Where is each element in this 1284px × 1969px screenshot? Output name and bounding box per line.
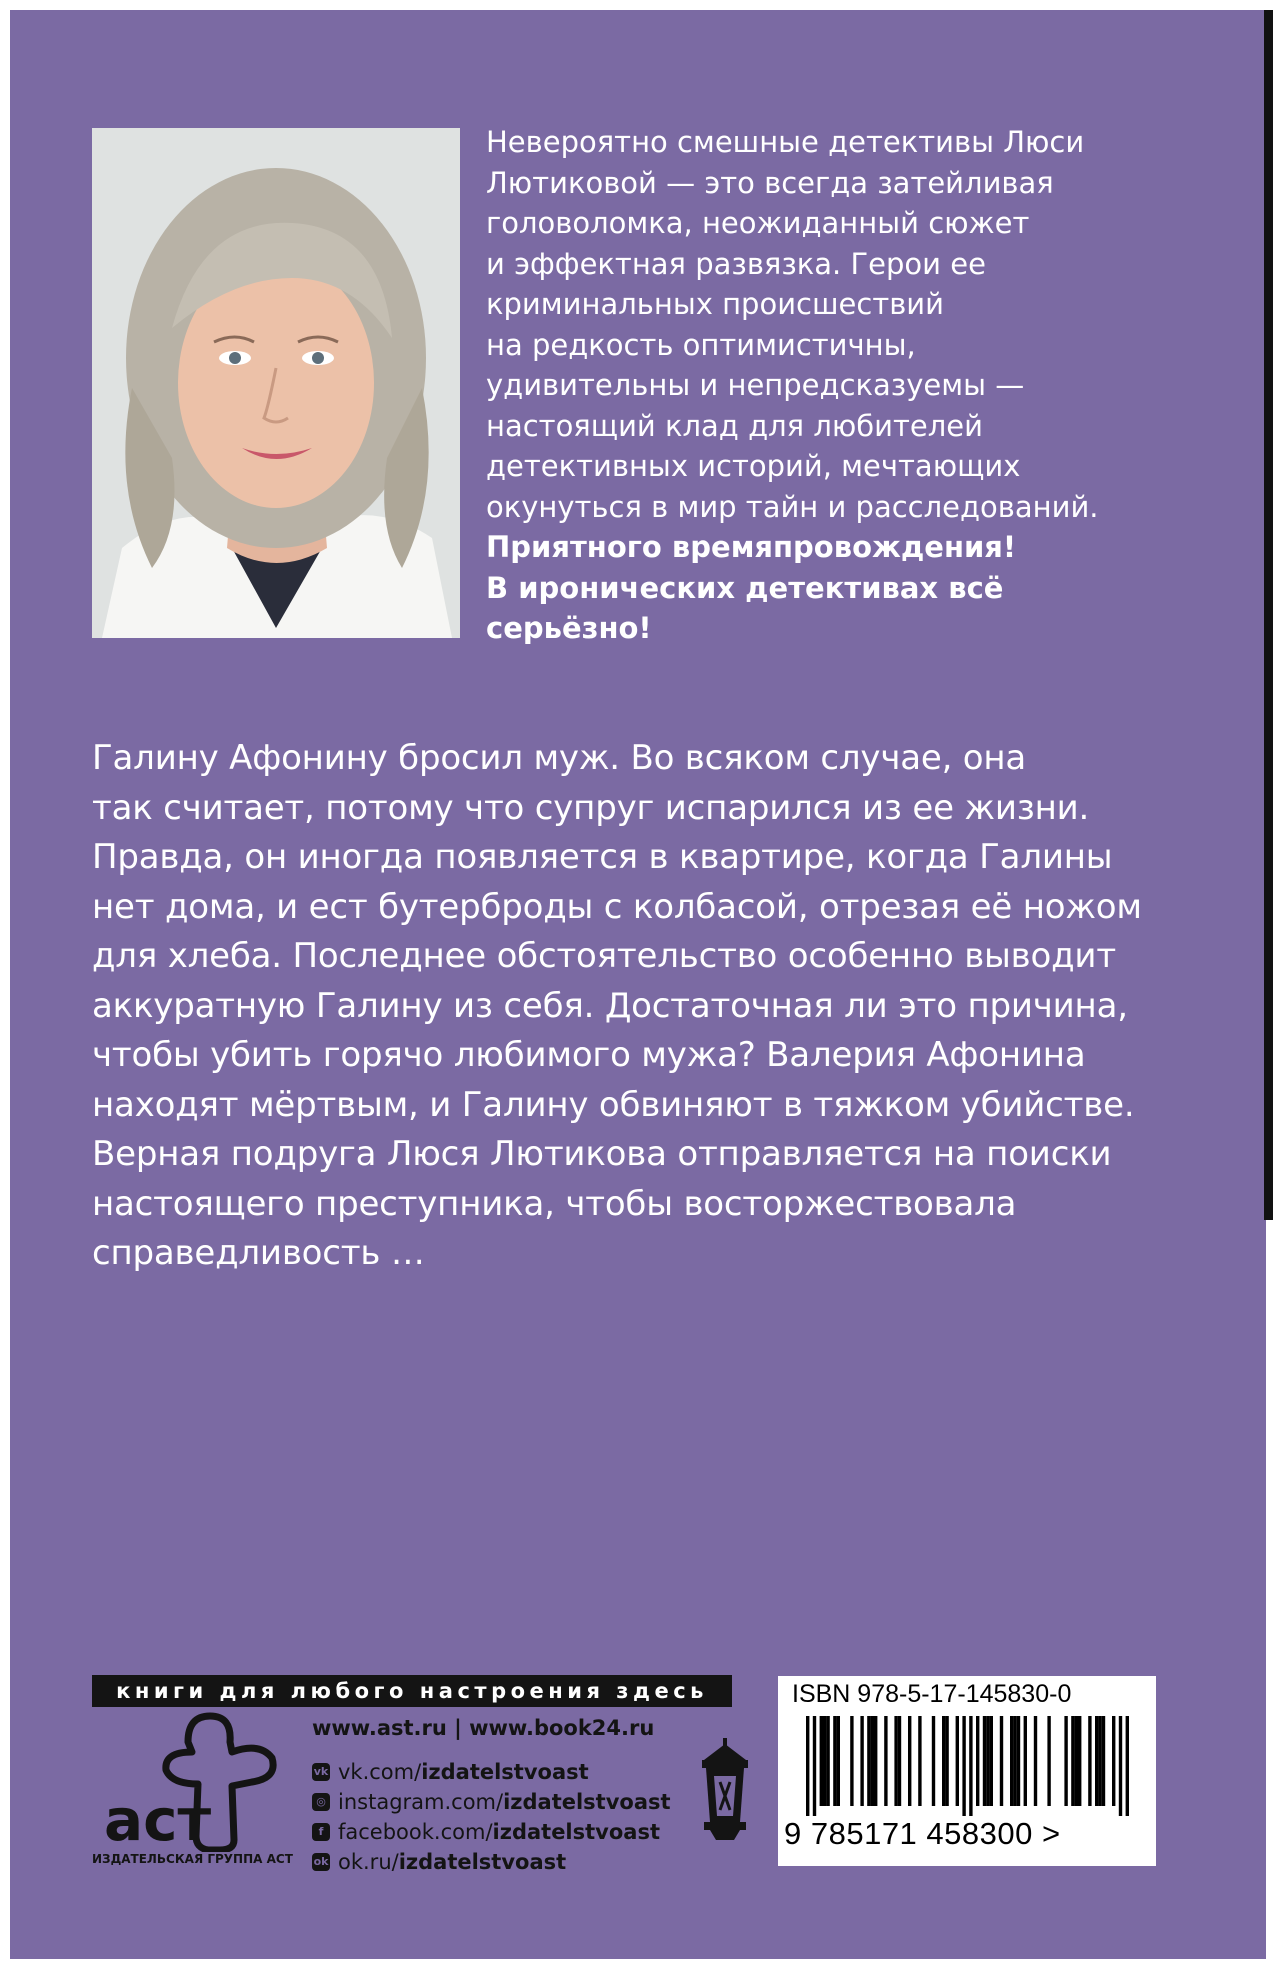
barcode-bar xyxy=(1013,1716,1016,1806)
instagram-icon: ◎ xyxy=(312,1793,330,1811)
blurb-line: детективных историй, мечтающих xyxy=(486,449,1021,483)
blurb-bold-line: серьёзно! xyxy=(486,611,652,645)
blurb-line: Невероятно смешные детективы Люси xyxy=(486,125,1085,159)
synopsis-line: для хлеба. Последнее обстоятельство особенно выводит xyxy=(92,936,1116,976)
barcode-bar xyxy=(1126,1716,1129,1816)
vk-icon: vk xyxy=(312,1763,330,1781)
social-handle: izdatelstvoast xyxy=(398,1850,567,1874)
barcode-bar xyxy=(1102,1716,1105,1806)
barcode-bar xyxy=(945,1716,948,1806)
barcode-bar xyxy=(1071,1716,1074,1806)
barcode-bar xyxy=(1075,1716,1078,1806)
barcode-bar xyxy=(932,1716,935,1806)
barcode-bar xyxy=(833,1716,836,1806)
synopsis-line: аккуратную Галину из себя. Достаточная ли это причина, xyxy=(92,985,1128,1026)
barcode-bar xyxy=(969,1716,972,1816)
barcode-bar xyxy=(884,1716,887,1806)
social-link-facebook[interactable] xyxy=(312,1817,702,1847)
ast-logo xyxy=(92,1712,307,1872)
social-link-vk[interactable] xyxy=(312,1757,702,1787)
blurb-line: удивительны и непредсказуемы — xyxy=(486,368,1025,402)
barcode-bar xyxy=(1000,1716,1003,1806)
barcode-bar xyxy=(942,1716,945,1806)
barcode-bar xyxy=(820,1716,823,1806)
social-handle: izdatelstvoast xyxy=(503,1790,671,1814)
barcode-bar xyxy=(1088,1716,1091,1806)
social-prefix: ok.ru/ xyxy=(338,1850,399,1874)
barcode-bar xyxy=(990,1716,993,1806)
barcode-bar xyxy=(813,1716,816,1816)
blurb-line: криминальных происшествий xyxy=(486,287,944,321)
barcode-bar xyxy=(1112,1716,1115,1806)
synopsis-line: Верная подруга Люся Лютикова отправляется на поиски xyxy=(92,1134,1112,1174)
blurb-bold-line: В иронических детективах всё xyxy=(486,570,1004,605)
facebook-icon: f xyxy=(312,1823,330,1841)
barcode-bar xyxy=(860,1716,863,1806)
barcode-bar xyxy=(898,1716,901,1806)
blurb-line: окунуться в мир тайн и расследований. xyxy=(486,489,1099,524)
blurb-bold-line: Приятного времяпровождения! xyxy=(486,530,1017,564)
synopsis-line: справедливость … xyxy=(92,1233,425,1273)
barcode-bar xyxy=(874,1716,877,1806)
social-handle: izdatelstvoast xyxy=(421,1760,589,1784)
barcode-bar xyxy=(983,1716,986,1806)
odnoklassniki-icon: ok xyxy=(312,1853,330,1871)
barcode-bar xyxy=(1010,1716,1013,1806)
barcode-bar xyxy=(850,1716,853,1806)
barcode-bar xyxy=(826,1716,829,1806)
book-synopsis xyxy=(92,734,1222,1279)
spine-edge xyxy=(1264,10,1273,1220)
barcode-bar xyxy=(986,1716,989,1806)
social-prefix: vk.com/ xyxy=(338,1760,422,1784)
publisher-links xyxy=(312,1713,702,1877)
isbn-barcode-box xyxy=(778,1676,1156,1866)
social-link-ok[interactable] xyxy=(312,1847,702,1877)
author-photo xyxy=(92,128,460,638)
author-portrait-icon xyxy=(92,128,460,638)
barcode-bar xyxy=(894,1716,897,1806)
barcode-bar xyxy=(908,1716,911,1806)
barcode-bar xyxy=(837,1716,840,1806)
isbn-label: ISBN 978-5-17-145830-0 xyxy=(792,1680,1072,1708)
synopsis-line: настоящего преступника, чтобы восторжествовала xyxy=(92,1183,1017,1224)
synopsis-line: нет дома, и ест бутерброды с колбасой, отрезая её ножом xyxy=(92,886,1142,927)
website-links[interactable]: www.ast.ru | www.book24.ru xyxy=(312,1716,655,1740)
author-blurb xyxy=(486,122,1246,649)
blurb-line: головоломка, неожиданный сюжет xyxy=(486,206,1030,240)
synopsis-line: Правда, он иногда появляется в квартире, когда Галины xyxy=(92,837,1113,877)
ast-logo-icon xyxy=(92,1712,307,1852)
barcode-bar xyxy=(1047,1716,1050,1806)
synopsis-line: Галину Афонину бросил муж. Во всяком случае, она xyxy=(92,738,1027,778)
barcode-digits: 9 785171 458300 > xyxy=(784,1816,1061,1851)
synopsis-line: находят мёртвым, и Галину обвиняют в тяжком убийстве. xyxy=(92,1084,1135,1125)
blurb-line: и эффектная развязка. Герои ее xyxy=(486,246,986,281)
publisher-caption: ИЗДАТЕЛЬСКАЯ ГРУППА АСТ xyxy=(92,1852,293,1866)
barcode-bar xyxy=(1034,1716,1037,1806)
blurb-line: на редкость оптимистичны, xyxy=(486,327,916,362)
barcode-bar xyxy=(806,1716,809,1816)
barcode-bar xyxy=(1119,1716,1122,1816)
social-prefix: instagram.com/ xyxy=(338,1790,504,1814)
barcode-bar xyxy=(867,1716,870,1806)
social-link-instagram[interactable] xyxy=(312,1787,702,1817)
synopsis-line: чтобы убить горячо любимого мужа? Валерия Афонина xyxy=(92,1035,1086,1075)
barcode-bar xyxy=(962,1716,965,1816)
barcode-icon xyxy=(788,1716,1146,1816)
barcode-bar xyxy=(1024,1716,1027,1806)
logo-letters: аст xyxy=(104,1786,212,1852)
lantern-icon xyxy=(694,1736,756,1844)
barcode-bar xyxy=(823,1716,826,1806)
barcode-bar xyxy=(1078,1716,1081,1806)
barcode-bar xyxy=(1098,1716,1101,1806)
slogan-banner: книги для любого настроения здесь xyxy=(92,1675,732,1707)
barcode-bar xyxy=(1064,1716,1067,1806)
blurb-line: Лютиковой — это всегда затейливая xyxy=(486,165,1054,200)
barcode-bar xyxy=(956,1716,959,1806)
barcode-bar xyxy=(1095,1716,1098,1806)
social-prefix: facebook.com/ xyxy=(338,1820,493,1844)
barcode-bar xyxy=(871,1716,874,1806)
social-handle: izdatelstvoast xyxy=(492,1820,660,1844)
barcode-bar xyxy=(918,1716,921,1806)
synopsis-line: так считает, потому что супруг испарился из ее жизни. xyxy=(92,787,1090,828)
barcode-bar xyxy=(1017,1716,1020,1806)
barcode-bar xyxy=(976,1716,979,1806)
blurb-line: настоящий клад для любителей xyxy=(486,408,983,443)
